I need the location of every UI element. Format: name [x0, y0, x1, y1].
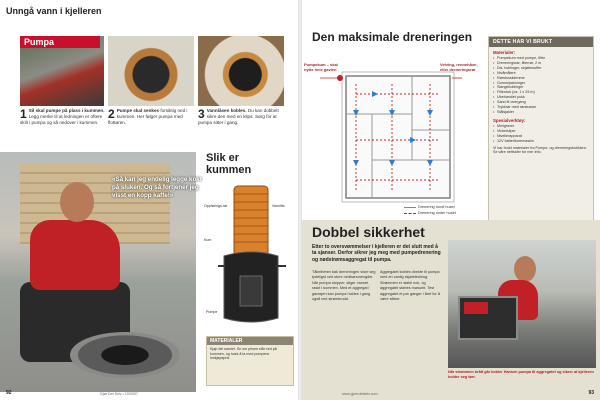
step-lead: Sil skal pumpe på plass i kummen. — [28, 108, 105, 113]
left-page — [0, 0, 298, 400]
list-item: • Filterduk (ca. 1 x 25 m) — [493, 90, 589, 95]
step-lead: Vannlåsen kobles. — [206, 108, 247, 113]
pumpa-label: Pumpa — [20, 36, 100, 48]
slik-title-line-2: kummen — [206, 164, 252, 176]
step-1-caption — [20, 108, 106, 126]
photo-caption: Når strømmen brått går kobler Hansen pumpa til aggregatet og sikrer at kjelleren holder seg tørr. — [448, 370, 594, 379]
article-intro: Etter to oversvømmelser i kjelleren er det slutt med å ta sjanser. Derfor sikrer jeg meg med pumpedrenering og nødstrømsaggregat til pumpa. — [312, 244, 441, 263]
step-number: 1 — [20, 107, 27, 121]
step-2-caption — [108, 108, 194, 126]
step-number: 2 — [108, 107, 115, 121]
article-column-1: Tåkelheten bak dreneringen viser seg tydeligst ved store nedbørsmengder. Når pumpa stopper, stiger vannet raskt i kummen. Med et aggregat i garasjen kan pumpa holdes i gang også ved strømbrudd. — [312, 270, 376, 302]
list-item: • Dis. koblinger, skjøtemuffer — [493, 66, 589, 71]
manhole-cover — [70, 332, 180, 378]
materials-list — [489, 56, 593, 115]
footer-left: Gjør Det Selv • 10/2007 — [100, 392, 138, 396]
slik-er-kummen-title — [206, 152, 251, 176]
list-item: • Nivåmålere — [493, 71, 589, 76]
legend-item-dash — [404, 210, 456, 216]
legend-label: Drenering rundt huset — [418, 205, 455, 209]
materialer-text: Kjøp del samlet. Se om prisen står ved på kummen, og husk å ta med pumpens innkjøpspris. — [210, 347, 277, 361]
list-item: • Slangekoblinger — [493, 85, 589, 90]
step-text: Du kan dobbelt sikre den med en klips. Sørg for at pumpa sitter i gang. — [198, 108, 279, 125]
step-2-photo — [108, 36, 194, 106]
materials-note: Vi har brukt materialer fra Pumpe- og dreneringsbutikken. Se våre nettsider for mer info. — [493, 145, 587, 155]
list-item: • Gummipakninger — [493, 81, 589, 86]
page-header: Unngå vann i kjelleren — [6, 6, 102, 16]
step-number: 3 — [198, 107, 205, 121]
list-item: • Minigraver — [493, 124, 589, 129]
list-item: • Sand til overgang — [493, 100, 589, 105]
list-item: • Ubehandlet pukk — [493, 95, 589, 100]
drainage-note-left: Pumpekum – skal nytte hele gavlen — [304, 62, 338, 72]
list-item: • Trykkrør med rørstusser — [493, 105, 589, 110]
well-label-inlet: Oppførings-rør — [204, 204, 228, 208]
article-column-2: Aggregatet kobles direkte til pumpa med en vanlig skjøteledning. Strømmen er stabil nok, og aggregatet startes manuelt. Test aggregatet et par ganger i året for å være sikker. — [380, 270, 440, 302]
legend-swatch-solid — [404, 207, 416, 208]
legend-swatch-dash — [404, 213, 416, 214]
list-item: • Stålsjakler — [493, 110, 589, 115]
right-page — [302, 0, 600, 400]
man-head — [514, 256, 536, 282]
list-item: • 12V batteriboremaskin — [493, 139, 589, 144]
drainage-note-right: Veiving, rennehåvn, eller dreneringsrør — [440, 62, 478, 72]
list-item: • Rørstussklemme — [493, 76, 589, 81]
tools-list — [489, 124, 593, 144]
tools-subheading: Spesialverktøy: — [493, 117, 526, 123]
footer-right: www.gjoerdetselv.com — [342, 392, 378, 396]
generator-photo — [448, 240, 596, 368]
well-label-ribs: Kum — [204, 238, 212, 242]
list-item: • Vinkelsliper — [493, 129, 589, 134]
step-lead: Pumpe skal senkes — [116, 108, 160, 113]
materialer-box — [206, 336, 294, 386]
slik-title-line-1: Slik er — [206, 152, 240, 164]
list-item: • Pumpekum med pumpe, filtre — [493, 56, 589, 61]
materialer-heading: MATERIALER — [207, 337, 293, 345]
man-head — [60, 182, 94, 222]
list-item: • Nivellerapparat — [493, 134, 589, 139]
well-label-pump: Pumpe — [206, 310, 218, 314]
legend-label: Drenering under huset — [418, 211, 456, 215]
man-red-shirt — [30, 220, 120, 290]
dobbel-sikkerhet-title: Dobbel sikkerhet — [312, 224, 425, 240]
well-label-outlet: Vannlås — [272, 204, 285, 208]
materials-used-heading: DETTE HAR VI BRUKT — [489, 37, 593, 47]
step-3-photo — [198, 36, 284, 106]
list-item: • Dreneringsrør, filterrør, 2 m — [493, 61, 589, 66]
materials-subheading: Materialer: — [493, 50, 516, 55]
drainage-legend — [404, 204, 456, 216]
step-text: Legg merke til at ledningen er oftere skilt i pumpa og så nedover i kummen. — [20, 114, 103, 125]
page-number-left: 92 — [6, 390, 12, 396]
step-text: forsiktig ned i kummen. Her følger pumpa med flottøren. — [108, 108, 188, 125]
pull-quote: «Så kan jeg endelig legge kokt på sluken. Og så fortjener jeg visst en kopp kaffe!» — [112, 176, 202, 199]
generator-label — [464, 302, 488, 314]
materials-used-box — [488, 36, 594, 226]
step-3-caption — [198, 108, 284, 126]
well-diagram — [210, 180, 292, 330]
page-number-right: 93 — [588, 390, 594, 396]
drainage-floor-plan — [312, 70, 484, 206]
drainage-title: Den maksimale dreneringen — [312, 30, 473, 44]
